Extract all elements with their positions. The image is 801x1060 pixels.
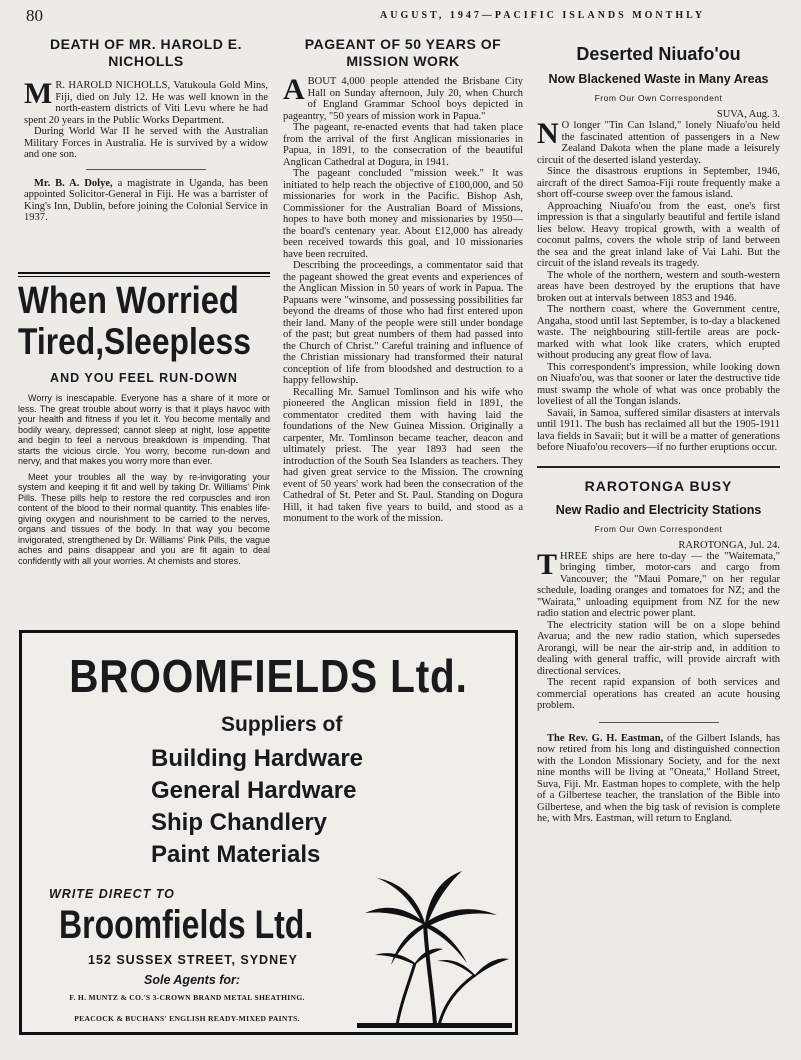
niuafoou-paragraph-3: Approaching Niuafo'ou from the east, one's first impression is that a singularly beautiful and fertile island lies below. Heavy tropical growth, with a wealth of coconut palms, covers the whole strip of land between the sea and the great inland lake of Vai Lahi. But the circuit of the island reveals its tragedy.	[537, 200, 780, 269]
pageant-paragraph-1: ABOUT 4,000 people attended the Brisbane City Hall on Sunday afternoon, July 20, when Church of England Grammar School boys depicted in pageantry, "50 years of mission work in Papua."	[283, 73, 523, 122]
product-line-general-hardware: General Hardware	[151, 777, 357, 804]
nicholls-headline: DEATH OF MR. HAROLD E. NICHOLLS	[50, 36, 242, 69]
rarotonga-title: RAROTONGA BUSY	[584, 477, 733, 494]
running-title: AUGUST, 1947—PACIFIC ISLANDS MONTHLY	[380, 10, 706, 21]
dolye-paragraph: Mr. B. A. Dolye, a magistrate in Uganda, has been appointed Solicitor-General in Fiji. He was a barrister of King's Inn, Dublin, before joining the Colonial Service in 1937.	[24, 177, 268, 223]
rarotonga-subtitle: New Radio and Electricity Stations	[555, 502, 762, 517]
pageant-paragraph-2: The pageant, re-enacted events that had taken place from the arrival of the first Anglican missionaries in Papua, in 1891, to the consecration of the beautiful Anglican Cathedral at Dogura, in 1941.	[283, 122, 523, 168]
page-number: 80	[26, 6, 43, 25]
pageant-paragraph-4: Describing the proceedings, a commentator said that the pageant showed the great events and experiences of the Anglican Mission in 50 years of work in Papua. The Papuans were "winsome, and possessing possibilities far beyond the dreams of those who had first entered upon their land. Many of the people were still under bondage of the past; but great numbers of them had passed into the Church of Christ." Careful training and influence of the Christian missionary had transformed their natural conception of life from bloodshed and destruction to a happy fellowship.	[283, 260, 523, 386]
niuafoou-paragraph-4: The whole of the northern, western and south-western areas have been destroyed by the eruptions that have broken out at intervals between 1853 and 1946.	[537, 269, 780, 304]
broomfields-name: Broomfields Ltd.	[59, 903, 314, 947]
niuafoou-paragraph-7: Savaii, in Samoa, suffered similar disasters at intervals until 1911. The bush has reclaimed all but the 1905-1911 lava fields in Savaii; but it will be a matter of generations before Niuafo'ou recovers—if no further eruptions occur.	[537, 407, 780, 453]
niuafoou-correspondent: From Our Own Correspondent	[594, 93, 723, 103]
niuafoou-dropcap: N	[537, 117, 559, 150]
niuafoou-paragraph-6: This correspondent's impression, while looking down on Niuafo'ou, was that sooner or later the destructive tide must swamp the whole of what was once probably the loveliest of all the Tongan islands.	[537, 361, 780, 407]
right-column	[537, 40, 780, 825]
rarotonga-paragraph-2: The electricity station will be on a slope behind Avarua; and the new radio station, which supersedes Arorangi, will be near the air-strip and, in addition to dealing with general traffic, will provide aircraft with directional services.	[537, 619, 780, 677]
niuafoou-title: Deserted Niuafo'ou	[576, 44, 741, 64]
rarotonga-correspondent: From Our Own Correspondent	[594, 523, 723, 534]
niuafoou-subtitle: Now Blackened Waste in Many Areas	[548, 72, 769, 86]
niuafoou-dateline: SUVA, Aug. 3.	[716, 109, 780, 120]
rarotonga-dateline: RAROTONGA, Jul. 24.	[678, 539, 780, 551]
broomfields-title: BROOMFIELDS Ltd.	[69, 650, 468, 702]
product-line-paint-materials: Paint Materials	[151, 841, 321, 868]
rarotonga-dropcap: T	[537, 547, 558, 581]
ad-body	[18, 393, 270, 566]
product-line-building-hardware: Building Hardware	[151, 745, 364, 772]
middle-column	[283, 36, 523, 525]
agent-peacock-buchans: PEACOCK & BUCHANS' ENGLISH READY-MIXED PAINTS.	[74, 1014, 300, 1023]
suppliers-label: Suppliers of	[221, 713, 343, 736]
nicholls-dropcap: M	[24, 77, 53, 110]
broomfields-address: 152 SUSSEX STREET, SYDNEY	[88, 953, 298, 967]
ad-headline-1: When Worried	[18, 280, 239, 322]
eastman-paragraph: The Rev. G. H. Eastman, of the Gilbert Islands, has now retired from his long and distinguished connection with the London Missionary Society, and for the next nine months will be living at "Oneata," Holland Street, Suva, Fiji. Mr. Eastman hopes to complete, with the help of a Gilbertese teacher, the translation of the Bible into Gilbertese, and when the big task of revision is complete he, with Mrs. Eastman, will return to England.	[537, 732, 780, 824]
ad-paragraph-1: Worry is inescapable. Everyone has a share of it more or less. The great trouble about worry is that it plays havoc with your health and fitness if you let it. You become mentally and bodily weary, depressed; cannot sleep at night, lose appetite and begin to feel a nervous breakdown is impending. That starts the vicious circle. You worry, become run-down and nervy, and that makes you worry more than ever.	[18, 393, 270, 466]
divider	[537, 466, 780, 468]
pageant-paragraph-3: The pageant concluded "mission week." It was initiated to help reach the objective of £100,000, and 50 missionaries for work in the Pacific. Bishop Ash, Commissioner for the Australian Board of Missions, hopes to have both money and missionaries by 1950—the board's centenary year. About £12,000 has already been received towards this goal, and 10 missionaries have been recruited.	[283, 168, 523, 260]
ad-top-rule	[18, 272, 270, 274]
broomfields-advertisement	[19, 630, 518, 1035]
pageant-paragraph-5: Recalling Mr. Samuel Tomlinson and his wife who pioneered the Anglican mission field in 1891, the commentator credited them with having laid the foundations of the New Guinea Mission. Originally a carpenter, Mr. Tomlinson became teacher, deacon and ultimately priest. The year 1893 had seen the introduction of the South Sea Islanders as teachers. They had given great service to the Mission. The crowning event of 50 years' work had been the consecration of the Cathedral of St. Peter and St. Paul. Standing on Dogura Hill, it had taken five years to build, and stood as a monument to the work of the mission.	[283, 386, 523, 524]
niuafoou-paragraph-5: The northern coast, where the Government centre, Angaha, stood until last September, is to-day a blackened waste. The neighbouring still-fertile areas are pock-marked with what look like craters, which erupted without producing any great flow of lava.	[537, 304, 780, 361]
nicholls-paragraph-2: During World War II he served with the Australian Military Forces in Australia. He is survived by a widow and one son.	[24, 126, 268, 160]
pink-pills-advertisement	[18, 272, 270, 571]
divider	[599, 722, 719, 723]
palm-tree-illustration	[357, 853, 512, 1028]
ad-headline-2: Tired,Sleepless	[18, 321, 251, 362]
agent-muntz: F. H. MUNTZ & CO.'S 3-CROWN BRAND METAL SHEATHING.	[69, 993, 305, 1002]
niuafoou-paragraph-2: Since the disastrous eruptions in September, 1946, aircraft of the direct Samoa-Fiji route frequently make a short off-course sweep over the famous island.	[537, 166, 780, 200]
left-column	[24, 36, 268, 224]
pageant-dropcap: A	[283, 73, 305, 106]
ad-subheadline: AND YOU FEEL RUN-DOWN	[50, 371, 238, 385]
write-direct-label: WRITE DIRECT TO	[49, 887, 175, 901]
niuafoou-paragraph-1: N O longer "Tin Can Island," lonely Niuafo'ou held the fascinated attention of passengers in a New Zealand Dakota when the plane made a leisurely circuit of the deserted island yesterday.	[537, 117, 780, 166]
pageant-headline: PAGEANT OF 50 YEARS OF MISSION WORK	[304, 36, 502, 69]
nicholls-paragraph-1: M R. HAROLD NICHOLLS, Vatukoula Gold Mins, Fiji, died on July 12. He was well known in the north-eastern districts of Viti Levu where he had spent 20 years in the Public Works Department.	[24, 77, 268, 126]
divider	[86, 169, 206, 170]
rarotonga-paragraph-1: THREE ships are here to-day — the "Waitemata," bringing timber, motor-cars and cargo from Vancouver; the "Maui Pomare," on her regular schedule, loading oranges and tomatoes for NZ; and the "Wairata," unloading equipment from NZ for the new radio station and electric power plant.	[537, 547, 780, 619]
rarotonga-paragraph-3: The recent rapid expansion of both services and commercial operations has created an acute housing problem.	[537, 677, 780, 711]
ad-paragraph-2: Meet your troubles all the way by re-invigorating your system and keeping it fit and well by taking Dr. Williams' Pink Pills. These pills help to restore the red corpuscles and iron content of the blood to their normal quantity. This enables life-giving oxygen and nourishment to be carried to the nerves, organs and tissues of the body. In that way you become invigorated, strengthened by Dr. Williams' Pink Pills, the vague aches and pains disappear and you are fit again to deal confidently with all your worries. At chemists and stores.	[18, 471, 270, 566]
sole-agents-label: Sole Agents for:	[144, 973, 241, 987]
product-line-ship-chandlery: Ship Chandlery	[151, 809, 328, 836]
